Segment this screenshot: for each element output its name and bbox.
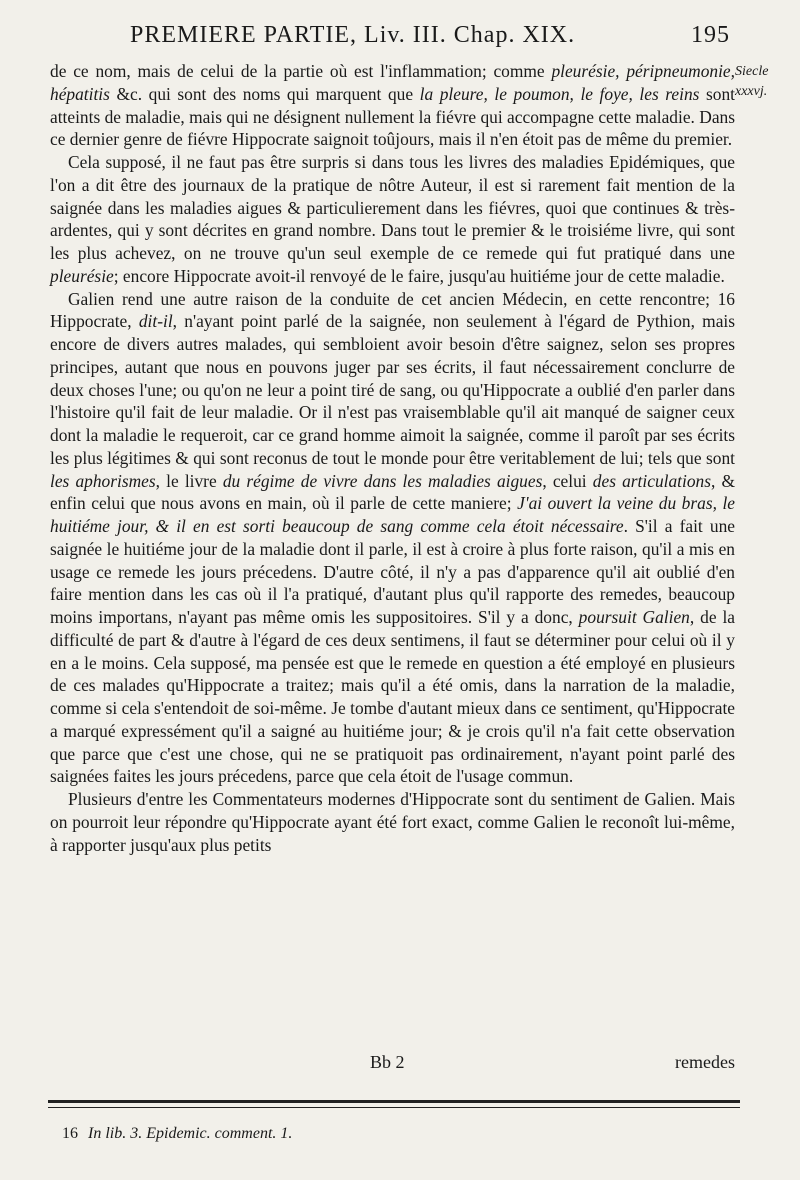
italic-run: dit-il bbox=[138, 311, 173, 332]
italic-run: des articulations bbox=[592, 470, 711, 491]
italic-run: du régime de vivre dans les maladies aigues bbox=[222, 470, 543, 491]
italic-run: la pleure, le poumon, le foye, les reins bbox=[419, 83, 700, 104]
footnote-ref: 16 bbox=[62, 1125, 78, 1142]
italic-run: pleurésie, péripneumonie, hépatitis bbox=[50, 61, 735, 104]
text-run: , de la difficulté de part & d'autre à l'égard de ces deux sentimens, il faut se déterminer pour celui où il y en a le moins. Cela supposé, ma pensée est que le remede en question a été employé en plusieurs de ces malades qu'Hippocrate a traitez; mais qu'il a été omis, dans la narration de la maladie, comme si cela s'entendoit de soi-même. Je tombe d'autant mieux dans ce sentiment, qu'Hippocrate a marqué expressément qu'il a saigné au huitiéme jour; & je crois qu'il n'a fait cette observation que parce que c'est une chose, qui ne se pratiquoit pas ordinairement, n'ayant point parlé des saignées faites les jours précedens, parce que cela étoit de l'usage commun. bbox=[50, 607, 735, 787]
text-run: ; encore Hippocrate avoit-il renvoyé de le faire, jusqu'au huitiéme jour de cette maladie. bbox=[113, 265, 725, 286]
paragraph bbox=[50, 151, 735, 288]
footnote-rule-thick bbox=[48, 1100, 740, 1103]
catchword: remedes bbox=[675, 1052, 735, 1072]
text-run: , & enfin celui que nous avons en main, où il parle de cette maniere; bbox=[50, 470, 736, 514]
margin-note-line: xxxvj. bbox=[735, 84, 768, 99]
paragraph bbox=[50, 788, 735, 856]
italic-run: J'ai ouvert la veine du bras, le huitiéme jour, & il en est sorti beaucoup de sang comme cela étoit nécessaire bbox=[50, 493, 736, 536]
italic-run: poursuit Galien bbox=[578, 607, 690, 627]
text-run: , n'ayant point parlé de la saignée, non seulement à l'égard de Pythion, mais encore de divers autres malades, qui sembloient avoir besoin d'être saignez, selon ses propres principes, autant que nous en pouvons juger par ses écrits, il faut nécessairement conclurre de deux choses l'une; ou qu'on ne leur a point tiré de sang, ou qu'Hippocrate a oublié d'en parler dans l'histoire qu'il fait de leur maladie. Or il n'est pas vraisemblable qu'il ait manqué de saigner ceux dont la maladie le requeroit, car ce grand homme aimoit la saignée, comme il paroît par ses écrits les plus légitimes & qui sont reconus de tout le monde pour être veritablement de lui; tels que sont bbox=[50, 311, 736, 468]
text-run: Cela supposé, il ne faut pas être surpris si dans tous les livres des maladies Epidémiques, que l'on a dit être des journaux de la pratique de nôtre Auteur, il est si rarement fait mention de la saignée dans les maladies aigues & particulierement dans les fiévres, quoi que continues & très-ardentes, qui y sont décrites en grand nombre. Dans tout le premier & le troisiéme livre, qui sont les plus achevez, on ne trouve qu'un seul exemple de ce remede qui fut pratiqué dans une bbox=[50, 152, 735, 263]
footnote-text: In lib. 3. Epidemic. comment. 1. bbox=[88, 1125, 293, 1142]
margin-note-line: Siecle bbox=[735, 64, 769, 79]
footnote-rule-thin bbox=[48, 1107, 740, 1108]
paragraph bbox=[50, 60, 735, 151]
text-run: rencontre; 16 Hippocrate, bbox=[50, 288, 735, 332]
paragraph bbox=[50, 288, 735, 789]
footnote bbox=[62, 1125, 742, 1143]
signature-mark: Bb 2 bbox=[370, 1052, 405, 1072]
italic-run: les aphorismes bbox=[50, 470, 156, 491]
text-run: de ce nom, mais de celui de la partie où est l'inflammation; comme bbox=[50, 61, 552, 81]
text-run: , celui bbox=[542, 470, 593, 491]
text-run: &c. qui sont des noms qui marquent que bbox=[109, 83, 420, 104]
header-title: PREMIERE PARTIE, Liv. III. Chap. XIX. bbox=[130, 22, 576, 48]
body-text bbox=[50, 60, 735, 856]
italic-run: pleurésie bbox=[50, 265, 114, 286]
running-header bbox=[130, 22, 730, 49]
text-run: Plusieurs d'entre les Commentateurs modernes d'Hippocrate sont du sentiment de Galien. Mais on pourroit leur répondre qu'Hippocrate ayant été fort exact, comme Galien le reconoît lui-même, à rapporter jusqu'aux plus petits bbox=[50, 789, 735, 855]
text-run: sont atteints de maladie, mais qui ne désignent nullement la fiévre qui accompagne cette maladie. Dans ce dernier genre de fiévre Hippocrate saignoit toûjours, mais il n'en étoit pas de même du premier. bbox=[50, 83, 736, 150]
text-run: , le livre bbox=[155, 470, 223, 491]
text-run: Galien rend une autre raison de la conduite de cet ancien Médecin, en cette bbox=[68, 288, 640, 309]
page-number: 195 bbox=[691, 22, 730, 48]
text-run: . S'il a fait une saignée le huitiéme jour de la maladie dont il parle, il est à croire à plus forte raison, qu'il a mis en usage ce remede les jours précedens. D'autre côté, il n'y a pas d'apparence qu'il ait oublié d'en faire mention dans les cas où il l'a pratiqué, d'autant plus qu'il rapporte des remedes, beaucoup moins importans, n'ayant pas même omis les suppositoires. S'il y a donc, bbox=[50, 516, 735, 627]
margin-note bbox=[735, 62, 797, 102]
